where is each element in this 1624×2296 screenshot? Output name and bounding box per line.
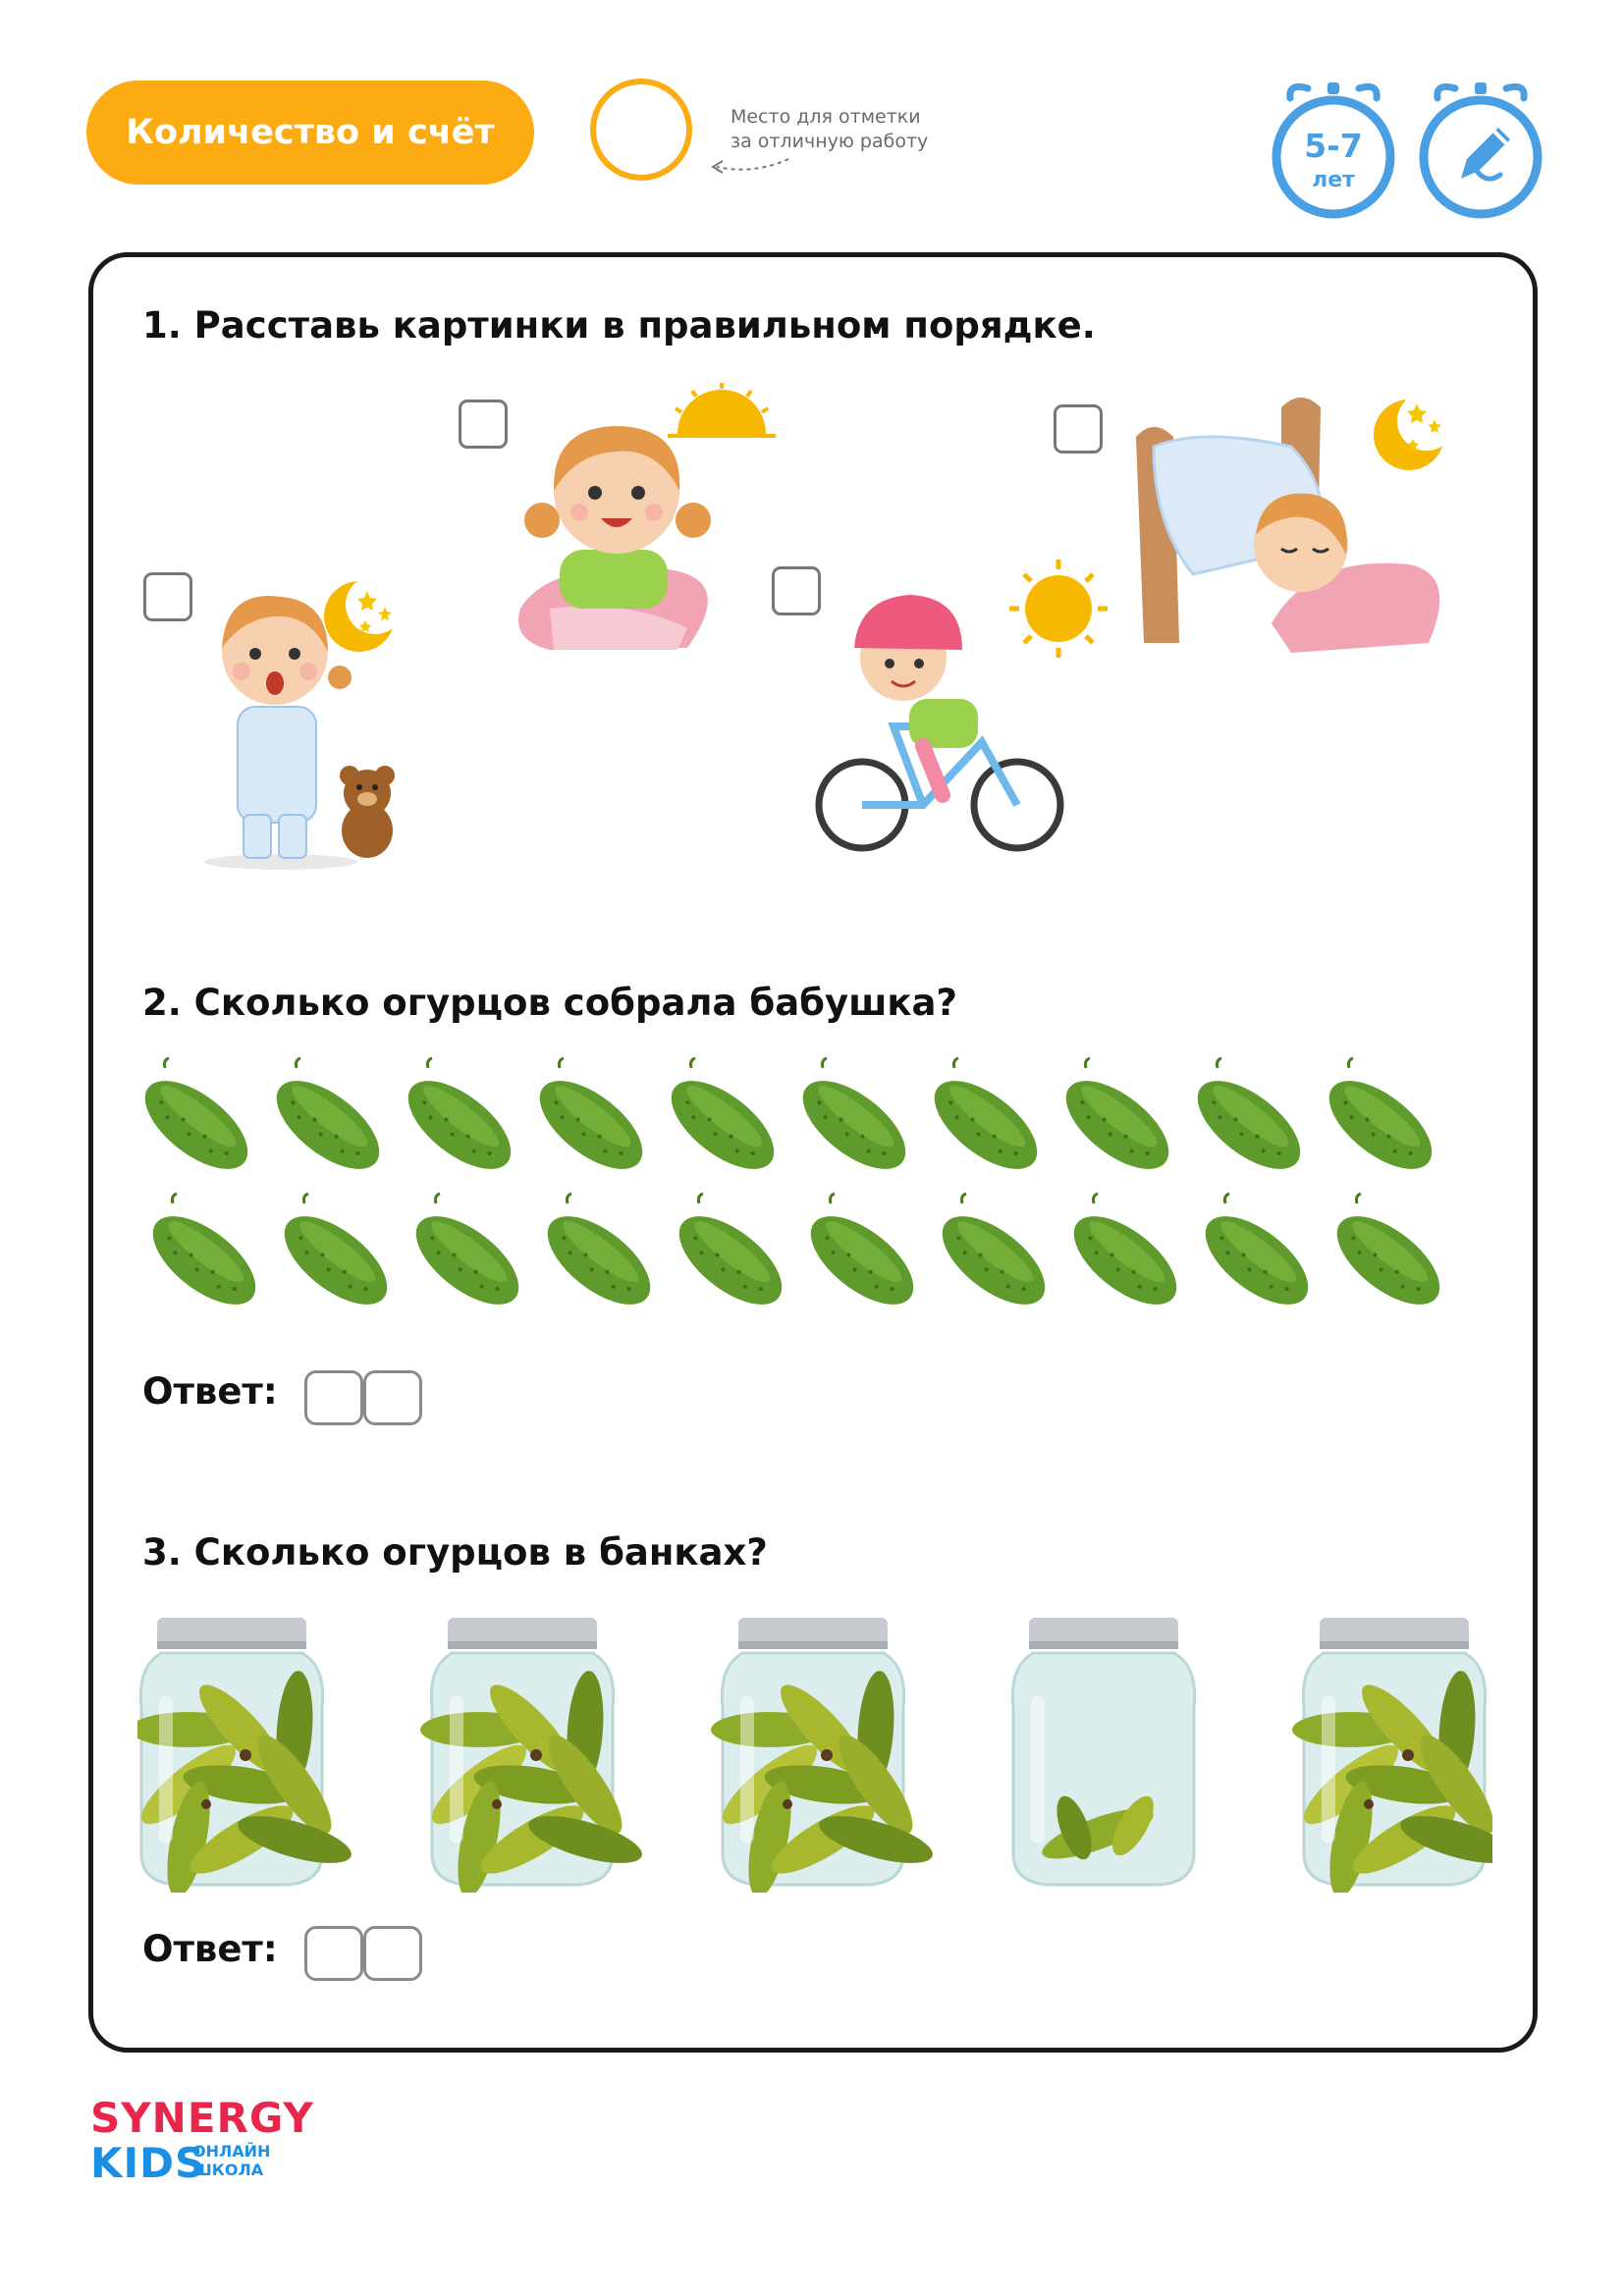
cucumber-icon <box>533 1194 666 1321</box>
cucumber-icon <box>665 1194 797 1321</box>
cucumber-icon <box>796 1194 929 1321</box>
topic-badge <box>86 80 534 185</box>
cucumber-icon <box>1183 1058 1316 1186</box>
rising-sun-icon <box>668 383 776 438</box>
logo-synergy: SYNERGY <box>90 2094 314 2142</box>
cucumber-group <box>137 1056 1473 1331</box>
cucumber-icon <box>525 1058 658 1186</box>
order-checkbox-evening[interactable] <box>143 572 192 621</box>
picture-girl-night <box>1134 388 1468 672</box>
topic-label: Количество и счёт <box>126 113 495 152</box>
dashed-arrow-icon <box>705 149 793 179</box>
task3-title: 3. Сколько огурцов в банках? <box>142 1531 768 1574</box>
cucumber-icon <box>270 1194 403 1321</box>
cucumber-icon <box>402 1194 534 1321</box>
cucumber-icon <box>138 1194 271 1321</box>
logo-kids: KIDS <box>90 2139 206 2187</box>
grade-mark-circle[interactable] <box>590 79 692 181</box>
picture-girl-evening <box>192 569 408 874</box>
jar-icon <box>137 1618 356 1893</box>
task2-answer-digit-2[interactable] <box>363 1370 422 1425</box>
teddy-bear-icon <box>340 766 395 858</box>
cucumber-icon <box>1323 1194 1455 1321</box>
pencil-badge <box>1418 77 1543 224</box>
picture-girl-morning <box>511 383 805 658</box>
jar-icon <box>1012 1618 1194 1885</box>
task3-answer-label: Ответ: <box>142 1928 278 1970</box>
age-badge <box>1271 77 1396 224</box>
order-checkbox-morning[interactable] <box>459 400 508 449</box>
cucumber-icon <box>1191 1194 1324 1321</box>
task3-answer-digit-2[interactable] <box>363 1926 422 1981</box>
task2-title: 2. Сколько огурцов собрала бабушка? <box>142 982 957 1024</box>
cucumber-icon <box>920 1058 1053 1186</box>
cucumber-icon <box>1052 1058 1184 1186</box>
cucumber-icon <box>1059 1194 1192 1321</box>
cucumber-icon <box>788 1058 921 1186</box>
cucumber-icon <box>928 1194 1060 1321</box>
picture-girl-day <box>815 560 1110 864</box>
moon-icon <box>1374 392 1456 470</box>
task1-title: 1. Расставь картинки в правильном порядке. <box>142 304 1096 347</box>
cucumber-icon <box>1315 1058 1447 1186</box>
moon-icon <box>324 575 405 652</box>
task3-answer-digit-1[interactable] <box>304 1926 363 1981</box>
jar-icon <box>711 1618 938 1893</box>
age-range: 5-7 <box>1304 127 1363 165</box>
sun-icon <box>1009 560 1108 658</box>
task2-answer-label: Ответ: <box>142 1370 278 1413</box>
jar-group <box>137 1618 1492 1893</box>
jar-icon <box>1292 1618 1492 1893</box>
cucumber-icon <box>394 1058 526 1186</box>
task2-answer-digit-1[interactable] <box>304 1370 363 1425</box>
logo-subtitle: ОНЛАЙН ШКОЛА <box>192 2142 271 2179</box>
jar-icon <box>420 1618 647 1893</box>
cucumber-icon <box>137 1058 262 1186</box>
cucumber-icon <box>657 1058 789 1186</box>
grade-mark-note: Место для отметки за отличную работу <box>731 106 929 152</box>
order-checkbox-night[interactable] <box>1054 404 1103 454</box>
age-unit: лет <box>1312 168 1355 192</box>
cucumber-icon <box>262 1058 395 1186</box>
